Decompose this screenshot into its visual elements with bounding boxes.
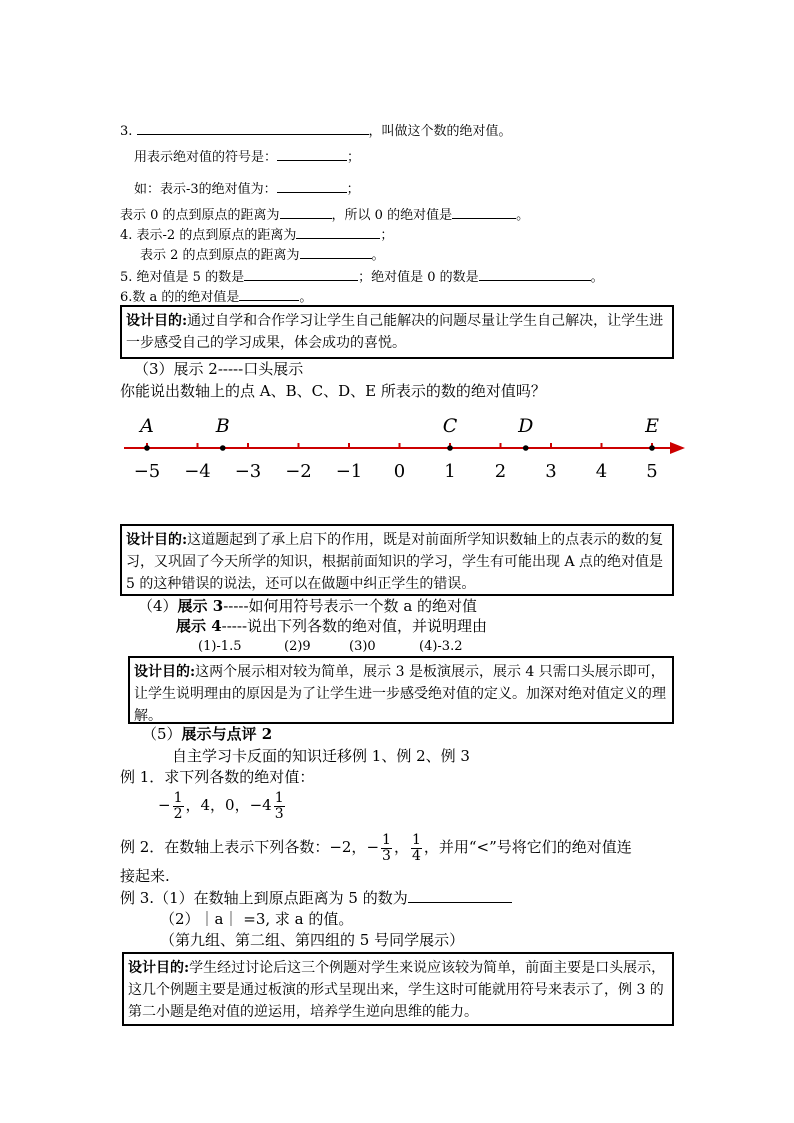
tick-label: −1 xyxy=(335,461,363,482)
tick-label: 4 xyxy=(595,461,608,482)
example-3-line-3: （第九组、第二组、第四组的 5 号同学展示） xyxy=(160,931,465,949)
blank-neg2-distance[interactable] xyxy=(296,224,380,239)
point-d-dot xyxy=(523,445,529,451)
line-5: 5. 绝对值是 5 的数是 ；绝对值是 0 的数是 。 xyxy=(120,266,604,287)
design-purpose-box-3: 设计目的:这两个展示相对较为简单，展示 3 是板演展示，展示 4 只需口头展示即可，让学生说明理由的原因是为了让学生进一步感受绝对值的定义。加深对绝对值定义的理解。 xyxy=(128,656,674,724)
fraction-one-third-b: $\frac{1}{3}$ xyxy=(382,831,391,864)
point-b-dot xyxy=(220,445,226,451)
tick-label: −4 xyxy=(184,461,211,482)
point-c-dot xyxy=(447,445,453,451)
section-4-items: (1)-1.5 (2)9 (3)0 (4)-3.2 xyxy=(198,639,463,654)
design-purpose-box-2: 设计目的:这道题起到了承上启下的作用，既是对前面所学知识数轴上的点表示的数的复习，又巩固了今天所学的知识，根据前面知识的学习，学生有可能出现 A 点的绝对值是 5 的这种错误的说法，还可以在做题中纠正学生的错误。 xyxy=(120,524,674,596)
number-line-arrow xyxy=(670,442,685,454)
section-5-intro: 自主学习卡反面的知识迁移例 1、例 2、例 3 xyxy=(172,747,470,765)
section-4-sub: 展示 4-----说出下列各数的绝对值，并说明理由 xyxy=(176,617,488,635)
point-d-label: D xyxy=(518,415,534,437)
tick-label: −2 xyxy=(285,461,312,482)
point-e-dot xyxy=(649,445,655,451)
point-b-label: B xyxy=(215,415,230,437)
blank-symbol[interactable] xyxy=(277,146,347,161)
line-example: 如：表示-3的绝对值为： ； xyxy=(134,178,360,199)
point-a-dot xyxy=(144,445,150,451)
fraction-one-quarter: $\frac{1}{4}$ xyxy=(411,831,421,864)
section-4-title: （4）展示 3-----如何用符号表示一个数 a 的绝对值 xyxy=(138,597,478,615)
line-zero: 表示 0 的点到原点的距离为 ，所以 0 的绝对值是 。 xyxy=(120,204,529,225)
blank-abs-0[interactable] xyxy=(479,266,591,281)
blank-distance-5[interactable] xyxy=(408,888,512,903)
tick-label: 5 xyxy=(646,461,658,482)
line-symbol: 用表示绝对值的符号是： ； xyxy=(134,146,360,167)
example-3-line-2: （2）｜a｜ =3, 求 a 的值。 xyxy=(160,910,354,928)
blank-abs-a[interactable] xyxy=(239,286,299,301)
point-a-label: A xyxy=(140,415,154,437)
design-purpose-box-4: 设计目的:学生经过讨论后这三个例题对学生来说应该较为简单，前面主要是口头展示，这几个例题主要是通过板演的形式呈现出来，学生这时可能就用符号来表示了，例 3 的第二小题是绝对值的逆运用，培养学生逆向思维的能力。 xyxy=(122,952,674,1026)
example-1-title: 例 1．求下列各数的绝对值： xyxy=(120,768,315,786)
point-c-label: C xyxy=(442,415,458,437)
blank-2-distance[interactable] xyxy=(300,244,372,259)
line-4b: 表示 2 的点到原点的距离为 。 xyxy=(140,244,385,265)
point-e-label: E xyxy=(645,415,659,437)
blank-abs-5[interactable] xyxy=(244,266,358,281)
example-2-line-2: 接起来. xyxy=(120,867,170,885)
fraction-one-half: $\frac{1}{2}$ xyxy=(173,789,183,822)
blank-zero-abs[interactable] xyxy=(452,204,516,219)
fraction-one-third: $\frac{1}{3}$ xyxy=(274,789,284,822)
tick-label: −5 xyxy=(133,461,161,482)
number-line xyxy=(0,404,794,504)
tick-label: 2 xyxy=(494,461,507,482)
section-5-title: （5）展示与点评 2 xyxy=(142,725,273,743)
section-3-title: （3）展示 2-----口头展示 xyxy=(134,360,304,378)
tick-label: 3 xyxy=(545,461,557,482)
tick-label: −3 xyxy=(234,461,262,482)
blank-definition[interactable] xyxy=(137,120,369,135)
design-purpose-box-1: 设计目的:通过自学和合作学习让学生自己能解决的问题尽量让学生自己解决，让学生进一步感受自己的学习成果，体会成功的喜悦。 xyxy=(120,305,674,359)
tick-label: 0 xyxy=(393,461,406,482)
line-6: 6.数 a 的的绝对值是 。 xyxy=(120,286,312,307)
example-1-values: − $\frac{1}{2}$ ，4，0，−4 $\frac{1}{3}$ xyxy=(158,789,284,822)
section-3-question: 你能说出数轴上的点 A、B、C、D、E 所表示的数的绝对值吗？ xyxy=(120,382,546,400)
blank-example[interactable] xyxy=(277,178,347,193)
line-4: 4. 表示-2 的点到原点的距离为 ； xyxy=(120,224,393,245)
example-2-line-1: 例 2．在数轴上表示下列各数：−2，− $\frac{1}{3}$ ， $\frac{1}{4}$ ，并用“<”号将它们的绝对值连 xyxy=(120,831,632,864)
tick-label: 1 xyxy=(444,461,456,482)
example-3-line-1: 例 3.（1）在数轴上到原点距离为 5 的数为 xyxy=(120,888,512,908)
line-3: 3. ，叫做这个数的绝对值。 xyxy=(120,120,512,141)
blank-zero-distance[interactable] xyxy=(280,204,332,219)
